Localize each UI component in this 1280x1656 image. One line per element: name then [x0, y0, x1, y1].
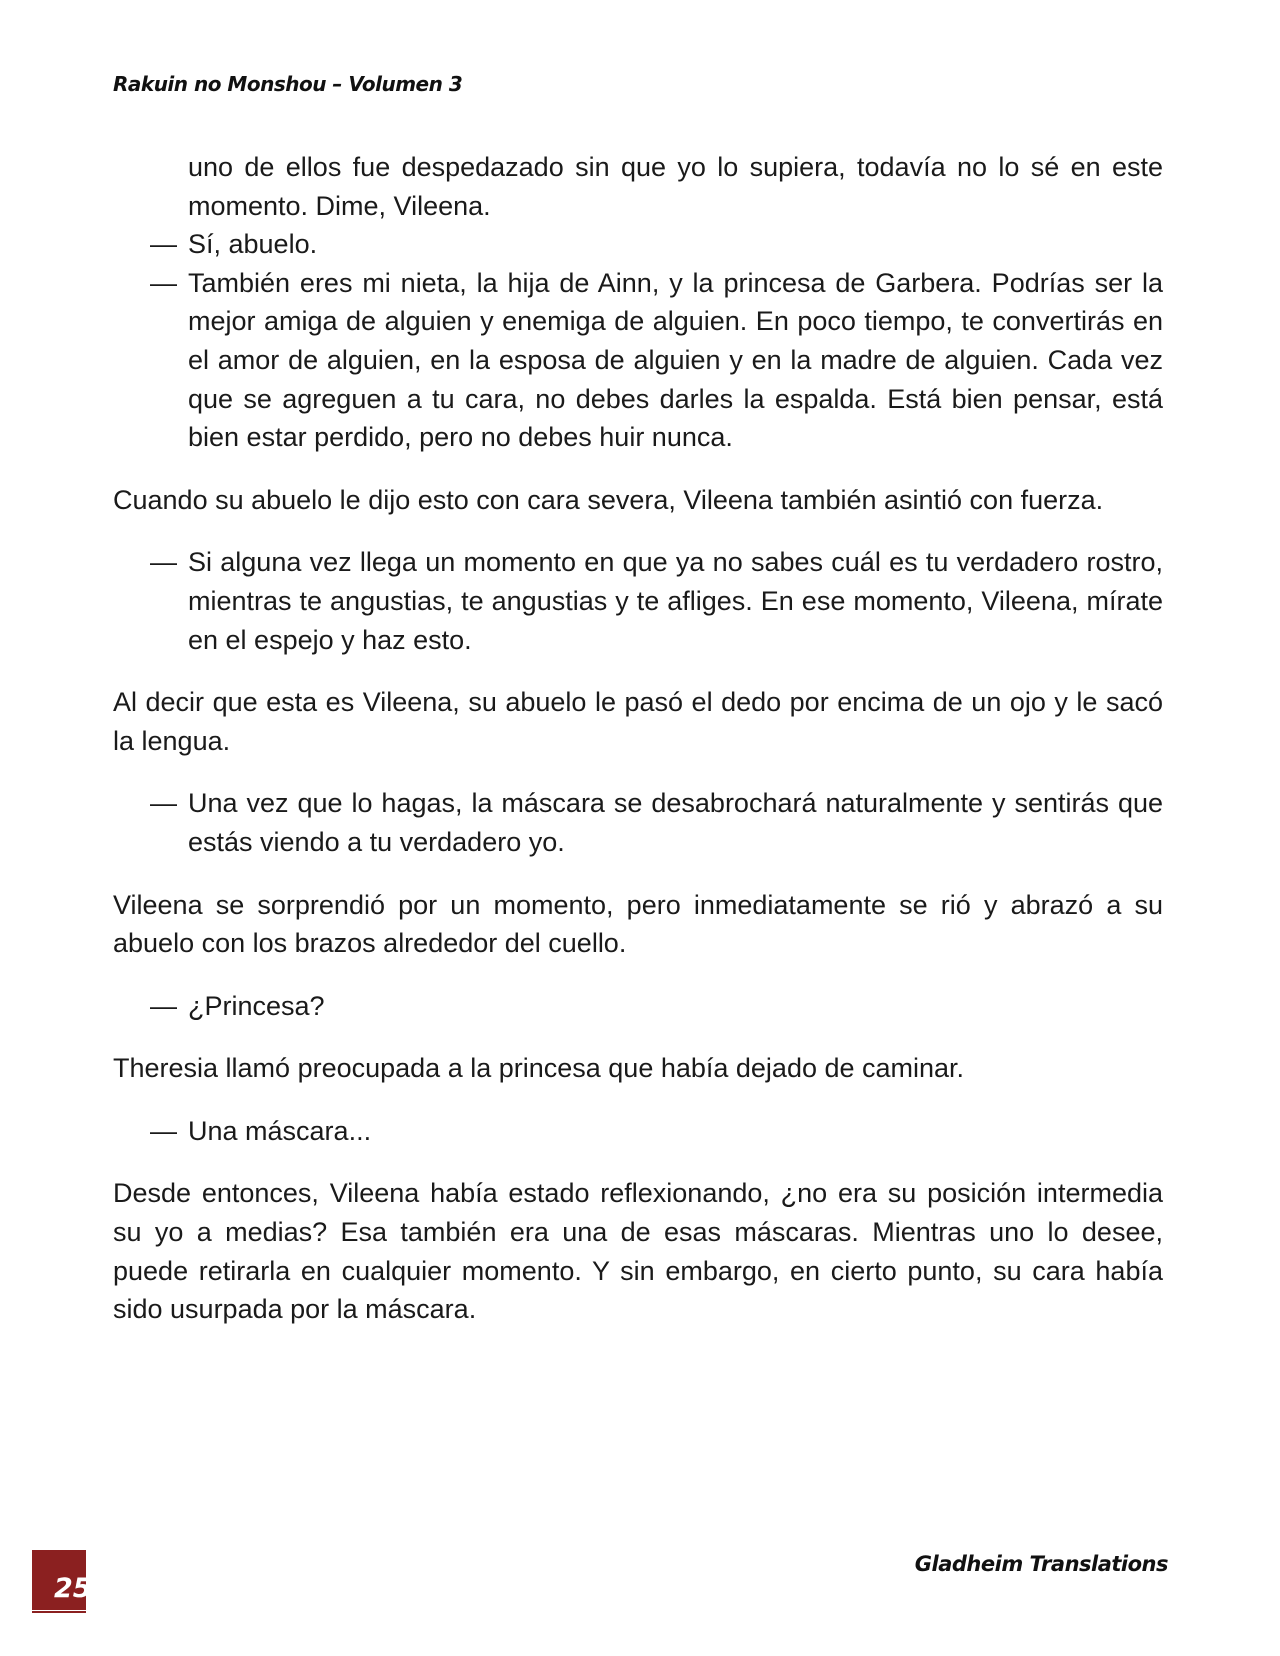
narration-paragraph: Cuando su abuelo le dijo esto con cara severa, Vileena también asintió con fuerza. [113, 484, 1104, 515]
footer-brand: Gladheim Translations [914, 1552, 1168, 1576]
dialogue-line [113, 225, 1163, 264]
page-number: 25 [54, 1573, 92, 1604]
paragraph-gap [113, 519, 1163, 543]
page-body [113, 148, 1163, 1329]
paragraph-gap [113, 963, 1163, 987]
paragraph-gap [113, 862, 1163, 886]
narration-paragraph: Al decir que esta es Vileena, su abuelo le pasó el dedo por encima de un ojo y le sacó la lengua. [113, 687, 1163, 756]
dialogue-dash: — [150, 788, 177, 819]
dialogue-text: ¿Princesa? [188, 990, 325, 1021]
dialogue-line [113, 148, 1163, 225]
dialogue-text: Sí, abuelo. [188, 229, 318, 260]
running-header-title: Rakuin no Monshou – Volumen 3 [113, 72, 463, 96]
dialogue-line [113, 1112, 1163, 1151]
page-number-underline [32, 1611, 86, 1613]
dialogue-text: También eres mi nieta, la hija de Ainn, y la princesa de Garbera. Podrías ser la mejor amiga de alguien y enemiga de alguien. En poco tiempo, te convertirás en el amor de alguien, en la esposa de alguien y en la madre de alguien. Cada vez que se agreguen a tu cara, no debes darles la espalda. Está bien pensar, está bien estar perdido, pero no debes huir nunca. [188, 267, 1163, 453]
dialogue-dash: — [150, 267, 177, 298]
paragraph-gap [113, 1088, 1163, 1112]
dialogue-line [113, 264, 1163, 457]
dialogue-line [113, 987, 1163, 1026]
dialogue-line [113, 784, 1163, 861]
paragraph-gap [113, 659, 1163, 683]
dialogue-text: uno de ellos fue despedazado sin que yo lo supiera, todavía no lo sé en este momento. Dime, Vileena. [188, 152, 1163, 221]
paragraph-gap [113, 1025, 1163, 1049]
paragraph-gap [113, 1150, 1163, 1174]
dialogue-dash: — [150, 547, 177, 578]
dialogue-line [113, 543, 1163, 659]
paragraph-gap [113, 760, 1163, 784]
dialogue-dash: — [150, 990, 177, 1021]
paragraph-gap [113, 457, 1163, 481]
narration-paragraph: Desde entonces, Vileena había estado reflexionando, ¿no era su posición intermedia su yo a medias? Esa también era una de esas máscaras. Mientras uno lo desee, puede retirarla en cualquier momento. Y sin embargo, en cierto punto, su cara había sido usurpada por la máscara. [113, 1178, 1163, 1325]
dialogue-dash: — [150, 229, 177, 260]
dialogue-text: Una máscara... [188, 1115, 372, 1146]
narration-paragraph: Vileena se sorprendió por un momento, pero inmediatamente se rió y abrazó a su abuelo con los brazos alrededor del cuello. [113, 889, 1163, 959]
dialogue-dash: — [150, 1115, 177, 1146]
narration-paragraph: Theresia llamó preocupada a la princesa que había dejado de caminar. [113, 1053, 965, 1084]
dialogue-text: Si alguna vez llega un momento en que ya no sabes cuál es tu verdadero rostro, mientras te angustias, te angustias y te afliges. En ese momento, Vileena, mírate en el espejo y haz esto. [188, 547, 1163, 655]
dialogue-text: Una vez que lo hagas, la máscara se desabrochará naturalmente y sentirás que estás viendo a tu verdadero yo. [188, 788, 1163, 857]
